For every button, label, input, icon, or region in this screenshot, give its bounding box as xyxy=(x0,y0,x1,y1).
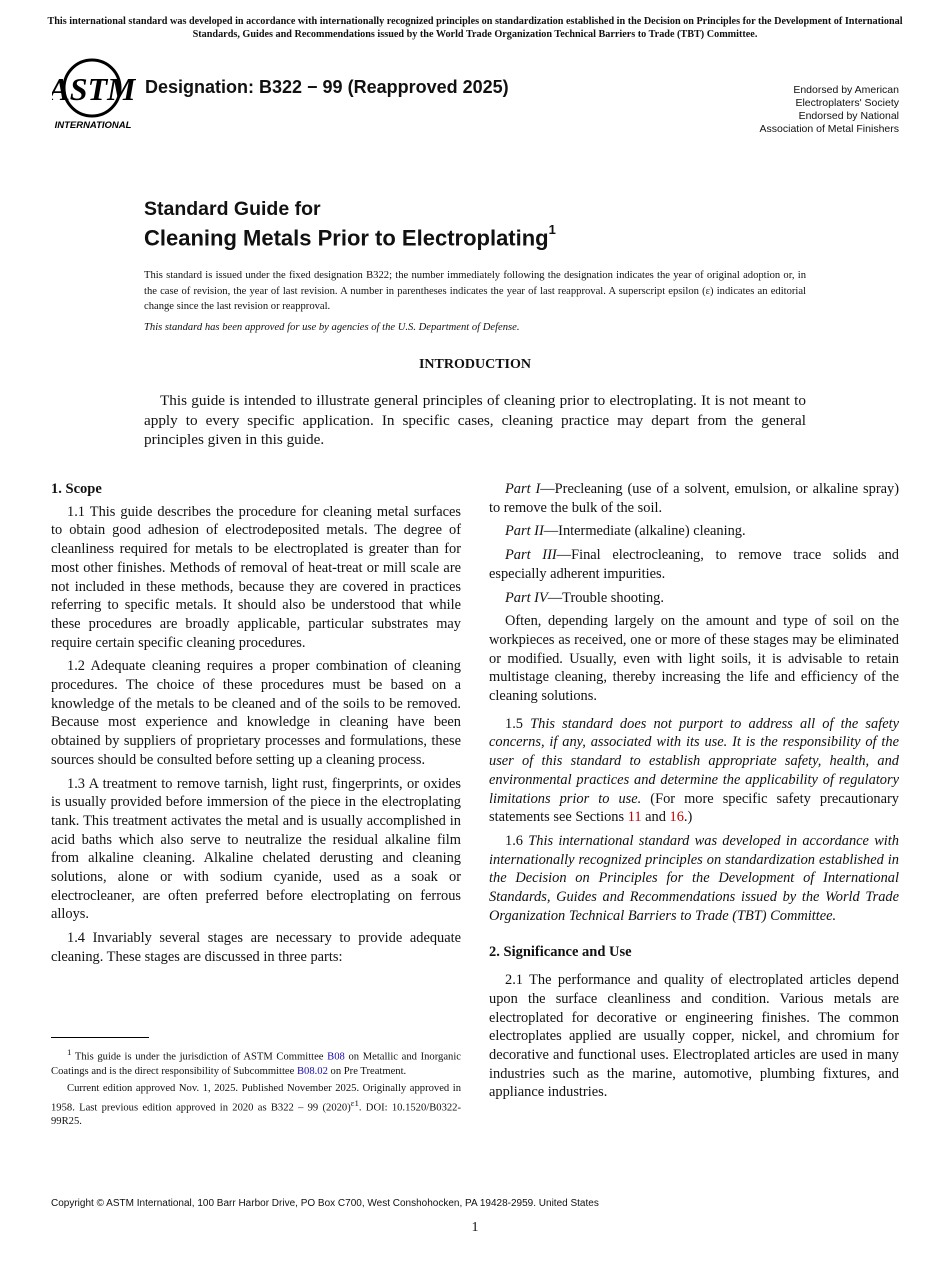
section-1-heading: 1. Scope xyxy=(51,481,102,497)
section-11-link[interactable]: 11 xyxy=(627,809,642,826)
edition-doi: . DOI: 10.1520/B0322-99R25. xyxy=(51,1102,461,1128)
astm-logo xyxy=(52,56,136,132)
paragraph-often: Often, depending largely on the amount and type of soil on the workpieces as received, one or more of these stages may be eliminated or modified. Usually, even with light soils, it is advisable to retain multistage cleaning, thereby increasing the life and efficiency of the cleaning solutions. xyxy=(489,613,899,705)
logo-text: ASTM xyxy=(52,71,136,107)
endorsed-line: Electroplaters' Society xyxy=(795,97,899,109)
issue-note: This standard is issued under the fixed designation B322; the number immediately following the designation indicates the year of original adoption or, in the case of revision, the year of last revision. A number in parentheses indicates the year of last reapproval. A superscript epsilon (ε) indicates an editorial change since the last revision or reapproval. xyxy=(144,270,806,312)
footnote-1-text-b: on Metallic and Inorganic Coatings and is the direct responsibility of Subcommittee xyxy=(51,1051,461,1077)
paragraph-1-5 xyxy=(489,715,899,827)
paragraph-1-5-tail: (For more specific safety precautionary statements see Sections xyxy=(489,790,899,826)
footnote-rule xyxy=(51,1037,149,1038)
subcommittee-b08-02-link[interactable]: B08.02 xyxy=(296,1065,328,1077)
paragraph-1-6 xyxy=(489,832,899,926)
part-1 xyxy=(489,480,899,517)
part-2-text: —Intermediate (alkaline) cleaning. xyxy=(543,523,746,540)
edition-epsilon: ε1 xyxy=(350,1097,359,1108)
endorsed-line: Association of Metal Finishers xyxy=(759,123,899,135)
astm-logo-graphic xyxy=(52,56,136,132)
paragraph-1-3: 1.3 A treatment to remove tarnish, light rust, fingerprints, or oxides is usually provided before immersion of the piece in the electroplating tank. This treatment activates the metal and is usually accomplished in acid baths which also serve to neutralize the residual alkaline film from alkaline cleaning. Alkaline chelated derusting and cleaning solutions, alone or with sodium cyanide, used as a soak or electrocleaner, are often preferred before electroplating on ferrous alloys. xyxy=(51,775,461,923)
paragraph-1-5-safety: This standard does not purport to address all of the safety concerns, if any, associated with its use. It is the responsibility of the user of this standard to establish appropriate safety, health, and environmental practices and determine the applicability of regulatory limitations prior to use. xyxy=(489,715,899,807)
part-2-label: Part II xyxy=(505,523,544,540)
footnote-1-text-c: on Pre Treatment. xyxy=(327,1065,407,1077)
title-main: Cleaning Metals Prior to Electroplating xyxy=(144,225,549,251)
part-4 xyxy=(489,589,899,608)
top-notice: This international standard was developed in accordance with internationally recognized principles on standardization established in the Decision on Principles for the Development of International Standards, Guides and Recommendations issued by the World Trade Organization Technical Barriers to Trade (TBT) Committee. xyxy=(47,16,903,40)
committee-b08-link[interactable]: B08 xyxy=(327,1051,345,1063)
title-line-2 xyxy=(144,220,556,251)
paragraph-1-5-and: and xyxy=(641,809,670,826)
edition-note xyxy=(51,1082,461,1130)
part-1-label: Part I xyxy=(505,481,541,497)
introduction-text: This guide is intended to illustrate general principles of cleaning prior to electroplating. It is not meant to apply to every specific application. In specific cases, cleaning practice may depart from the general principles given in this guide. xyxy=(144,392,806,448)
paragraph-1-6-text: This international standard was developed in accordance with internationally recognized principles on standardization established in the Decision on Principles for the Development of International Standards, Guides and Recommendations issued by the World Trade Organization Technical Barriers to Trade (TBT) Committee. xyxy=(489,832,899,924)
document-title xyxy=(144,198,556,251)
edition-note-text: Current edition approved Nov. 1, 2025. Published November 2025. Originally approved in 1958. Last previous edition approved in 2020 as B322 – 99 (2020) xyxy=(51,1082,461,1114)
footnotes xyxy=(51,1045,461,1132)
paragraph-1-6-number: 1.6 xyxy=(505,832,529,849)
endorsements xyxy=(760,84,899,136)
paragraph-1-4: 1.4 Invariably several stages are necessary to provide adequate cleaning. These stages are discussed in three parts: xyxy=(51,930,461,965)
paragraph-2-1: 2.1 The performance and quality of electroplated articles depend upon the surface cleanliness and condition. Various metals are electroplated for decorative or engineering finishes. The common electroplates applied are usually copper, nickel, and chromium for decorative and functional uses. Electroplated articles are used in many industries such as the marine, automotive, plumbing fixtures, and appliance industries. xyxy=(489,972,899,1101)
part-3-label: Part III xyxy=(505,547,557,564)
approved-note: This standard has been approved for use by agencies of the U.S. Department of Defense. xyxy=(144,322,520,333)
endorsed-line: Endorsed by National xyxy=(798,110,899,122)
part-1-text: —Precleaning (use of a solvent, emulsion, or alkaline spray) to remove the bulk of the soil. xyxy=(489,481,899,516)
part-4-text: —Trouble shooting. xyxy=(547,589,664,606)
part-4-label: Part IV xyxy=(505,589,548,606)
paragraph-1-1: 1.1 This guide describes the procedure for cleaning metal surfaces to obtain good adhesion of electrodeposited metals. The degree of cleanliness required for metals to be electroplated is greater than for most other finishes. Methods of removal of heat-treat or mill scale are not included in these methods, because they are covered in practices referring to specific metals. It should also be understood that while these procedures are broadly applicable, particular substrates may require certain specific cleaning procedures. xyxy=(51,503,461,651)
part-3 xyxy=(489,546,899,583)
page-number: 1 xyxy=(471,1220,479,1235)
title-footnote-mark: 1 xyxy=(548,222,556,237)
section-16-link[interactable]: 16 xyxy=(669,809,684,826)
part-2 xyxy=(489,522,899,541)
paragraph-1-5-end: .) xyxy=(683,809,693,826)
introduction-heading: INTRODUCTION xyxy=(418,357,531,372)
endorsed-line: Endorsed by American xyxy=(793,84,899,96)
logo-subtext: INTERNATIONAL xyxy=(54,120,132,131)
paragraph-1-5-number: 1.5 xyxy=(505,715,531,732)
paragraph-1-2: 1.2 Adequate cleaning requires a proper combination of cleaning procedures. The choice of these procedures must be based on a knowledge of the metals to be cleaned and of the soils to be removed. Because most experience and knowledge in cleaning have been obtained by suppliers of proprietary processes and formulations, these sources should be consulted before setting up a cleaning process. xyxy=(51,658,461,768)
designation: Designation: B322 − 99 (Reapproved 2025) xyxy=(145,77,509,97)
footnote-1-text-a: This guide is under the jurisdiction of ASTM Committee xyxy=(71,1051,328,1063)
copyright-notice: Copyright © ASTM International, 100 Barr Harbor Drive, PO Box C700, West Conshohocken, PA 19428-2959. United States xyxy=(51,1198,599,1209)
footnote-1-mark: 1 xyxy=(67,1047,72,1057)
right-column xyxy=(489,480,899,1107)
left-column xyxy=(51,480,461,972)
section-2-heading: 2. Significance and Use xyxy=(489,944,632,961)
footnote-1 xyxy=(51,1045,461,1079)
title-line-1: Standard Guide for xyxy=(144,198,321,220)
part-3-text: —Final electrocleaning, to remove trace solids and especially adherent impurities. xyxy=(489,547,899,582)
